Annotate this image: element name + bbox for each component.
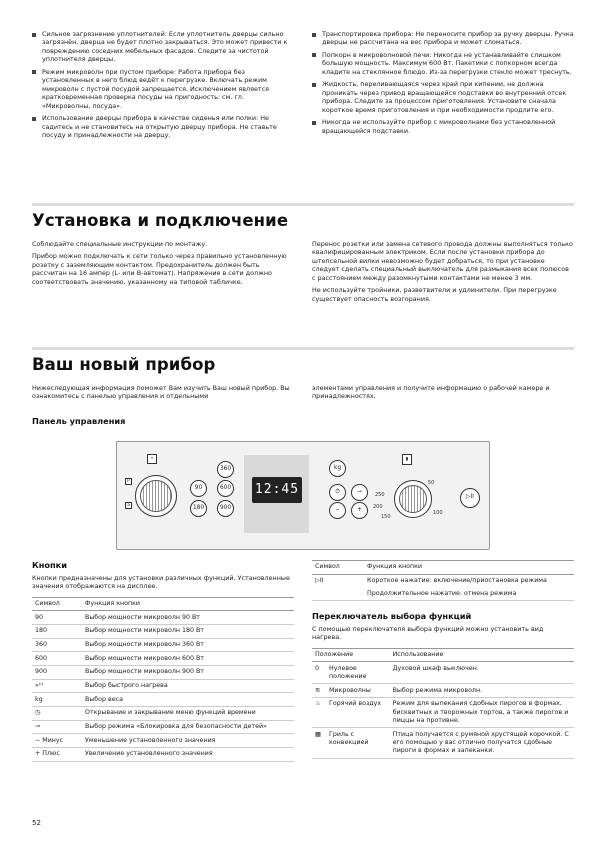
buttons-heading: Кнопки bbox=[32, 560, 67, 570]
minus-button[interactable]: − bbox=[329, 502, 346, 519]
minus-icon: − Минус bbox=[35, 736, 64, 744]
plus-icon: + Плюс bbox=[35, 750, 60, 758]
table-row bbox=[32, 666, 294, 680]
function-cell: Открывание и закрывание меню функций времени bbox=[85, 709, 256, 717]
position-name: Нулевое положение bbox=[329, 664, 367, 680]
newdev-title: Ваш новый прибор bbox=[32, 355, 216, 374]
table-row bbox=[32, 625, 294, 639]
bullet-item: Никогда не используйте прибор с микроволнами без установленной вращающейся подставки. bbox=[312, 118, 574, 135]
intro-text: элементами управления и получите информацию о рабочей камере и принадлежностях. bbox=[312, 384, 550, 401]
auto-label: a bbox=[125, 502, 132, 509]
selector-intro: С помощью переключателя выбора функций можно установить вид нагрева. bbox=[312, 624, 544, 642]
tick-label: 250 bbox=[375, 492, 385, 498]
display-bezel bbox=[244, 455, 309, 533]
tick-label: 200 bbox=[373, 504, 383, 510]
bullet-item: Жидкость, переливающаяся через край при кипении, не должна проникать через привод вращающейся подставки во внутренний отсек прибора. Следите за процессом приготовления. Установите сначала короткое время приготовления и при необходимости продлите его. bbox=[312, 80, 574, 114]
top-left-bullets bbox=[32, 30, 294, 139]
install-left bbox=[32, 240, 294, 290]
col-symbol-header: Символ bbox=[35, 599, 60, 607]
buttons-section bbox=[32, 560, 294, 762]
tick-label: 100 bbox=[433, 510, 443, 516]
col-function-header: Функция кнопки bbox=[367, 563, 423, 571]
usage-cell: Духовой шкаф выключен. bbox=[392, 664, 479, 672]
table-row bbox=[312, 587, 574, 600]
function-cell: Выбор режима «Блокировка для безопасности детей» bbox=[85, 722, 267, 730]
timer-button[interactable]: ⏱ bbox=[329, 484, 346, 501]
power-90-button[interactable]: 90 bbox=[190, 480, 207, 497]
col-usage-header: Использование bbox=[392, 650, 444, 658]
intro-text: Нижеследующая информация поможет Вам изучить Ваш новый прибор. Вы ознакомитесь с панелью управления и отдельными bbox=[32, 384, 290, 401]
top-right-bullets bbox=[312, 30, 574, 135]
buttons-table bbox=[32, 597, 294, 762]
plus-button[interactable]: + bbox=[351, 502, 368, 519]
function-cell: Увеличение установленного значения bbox=[85, 750, 213, 758]
function-cell: Уменьшение установленного значения bbox=[85, 736, 216, 744]
install-paragraph: Прибор можно подключать к сети только через правильно установленную розетку с заземляющим контактом. Предохранитель должен быть рассчитан на 16 ампер (L- или B-автомат). Напряжение в сети должно соответствовать значению, указанному на типовой табличке. bbox=[32, 252, 287, 286]
table-row bbox=[32, 734, 294, 748]
function-cell: Выбор мощности микроволн 360 Вт bbox=[85, 640, 204, 648]
table-row bbox=[32, 707, 294, 721]
fast-heat-icon: »⁽⁽⁽ bbox=[35, 681, 44, 689]
power-600-button[interactable]: 600 bbox=[217, 480, 234, 497]
section-divider bbox=[32, 203, 574, 206]
zero-icon: 0 bbox=[315, 664, 320, 672]
table-row bbox=[32, 748, 294, 762]
newdev-intro-left bbox=[32, 384, 294, 405]
power-180-button[interactable]: 180 bbox=[190, 500, 207, 517]
weight-icon: kg bbox=[35, 695, 43, 703]
bullet-item: Режим микроволн при пустом приборе: Работа прибора без установленных в него блюд ведёт к перегрузке. Включать режим микроволн с пустой посудой запрещается. Исключением является кратковременная проверка посуды на пригодность: см. гл. «Микроволны, посуда». bbox=[32, 68, 294, 110]
thermometer-icon: ▮ bbox=[402, 454, 412, 465]
function-cell: Выбор мощности микроволн 600 Вт bbox=[85, 654, 204, 662]
tick-label: 150 bbox=[381, 514, 391, 520]
newdev-intro-right bbox=[312, 384, 574, 405]
right-tables bbox=[312, 560, 574, 759]
col-position-header: Положение bbox=[315, 650, 354, 658]
symbol-cell: 360 bbox=[35, 640, 48, 648]
weight-button[interactable]: kg bbox=[329, 460, 346, 477]
function-cell: Продолжительное нажатие: отмена режима bbox=[367, 589, 517, 597]
buttons-intro: Кнопки предназначены для установки различных функций. Установленные значения отображаются на дисплее. bbox=[32, 573, 290, 591]
table-row bbox=[32, 693, 294, 707]
install-title: Установка и подключение bbox=[32, 211, 289, 230]
program-knob[interactable] bbox=[135, 475, 177, 517]
function-cell: Выбор веса bbox=[85, 695, 123, 703]
table-row bbox=[312, 728, 574, 758]
clock-icon: ◷ bbox=[35, 709, 41, 717]
fast-heat-icon: » bbox=[147, 454, 157, 464]
bullet-item: Транспортировка прибора: Не переносите прибор за ручку дверцы. Ручка дверцы не рассчитана на вес прибора и может сломаться. bbox=[312, 30, 574, 47]
usage-cell: Выбор режима микроволн. bbox=[392, 686, 483, 694]
position-name: Горячий воздух bbox=[329, 700, 382, 708]
install-right bbox=[312, 240, 574, 307]
grill-convection-icon: ▦ bbox=[315, 730, 321, 738]
power-900-button[interactable]: 900 bbox=[217, 500, 234, 517]
bullet-item: Сильное загрязнение уплотнителей: Если уплотнитель дверцы сильно загрязнён, дверца не будет плотно закрываться. Это может привести к повреждению соседних мебельных фасадов. Следите за чистотой уплотнителя дверцы. bbox=[32, 30, 294, 64]
function-cell: Выбор мощности микроволн 90 Вт bbox=[85, 613, 200, 621]
table-row bbox=[32, 720, 294, 734]
install-paragraph: Соблюдайте специальные инструкции по монтажу. bbox=[32, 240, 208, 248]
function-cell: Выбор мощности микроволн 180 Вт bbox=[85, 627, 204, 635]
section-divider bbox=[32, 347, 574, 350]
function-cell: Выбор быстрого нагрева bbox=[85, 681, 168, 689]
function-cell: Короткое нажатие: включение/приостановка режима bbox=[367, 576, 547, 584]
start-button-table bbox=[312, 560, 574, 601]
microwave-icon: ≋ bbox=[315, 686, 321, 694]
top-left-column bbox=[32, 30, 294, 143]
power-360-button[interactable]: 360 bbox=[217, 461, 234, 478]
position-name: Гриль с конвекцией bbox=[329, 730, 369, 746]
symbol-cell: 180 bbox=[35, 627, 48, 635]
table-row bbox=[312, 662, 574, 684]
bullet-item: Использование дверцы прибора в качестве сиденья или полки: Не садитесь и не становитесь на открытую дверцу прибора. Не ставьте посуду и принадлежности на дверцу. bbox=[32, 114, 294, 139]
table-row bbox=[32, 611, 294, 625]
table-row bbox=[32, 679, 294, 693]
symbol-cell: 900 bbox=[35, 668, 48, 676]
temperature-knob[interactable] bbox=[394, 480, 435, 518]
bullet-item: Попкорн в микроволновой печи: Никогда не устанавливайте слишком большую мощность. Максимум 600 Вт. Пакетики с попкорном всегда кладите на стеклянное блюдо. Из-за перегрузки стекло может треснуть. bbox=[312, 51, 574, 76]
col-function-header: Функция кнопки bbox=[85, 599, 141, 607]
panel-heading: Панель управления bbox=[32, 416, 126, 426]
page-number: 52 bbox=[32, 819, 41, 827]
tick-label: 50 bbox=[428, 480, 435, 486]
usage-cell: Режим для выпекания сдобных пирогов в формах, бисквитных и творожных тортов, а также пирогов и пиццы на противне. bbox=[392, 700, 569, 724]
table-row bbox=[32, 652, 294, 666]
lock-button[interactable]: ⊸ bbox=[351, 484, 368, 501]
usage-cell: Птица получается с румяной хрустящей корочкой. С его помощью у вас отлично получатся сдобные пироги в формах и запеканки. bbox=[392, 730, 569, 755]
top-right-column bbox=[312, 30, 574, 139]
hot-air-icon: ♨ bbox=[315, 700, 321, 708]
install-paragraph: Не используйте тройники, разветвители и удлинители. При перегрузке существует опасность возгорания. bbox=[312, 286, 557, 303]
selector-table bbox=[312, 648, 574, 759]
install-paragraph: Перенос розетки или замена сетевого провода должны выполняться только квалифицированным электриком. Если после установки прибора до штепсельной вилки невозможно будет добраться, то при установке следует сделать специальный выключатель для размыкания всех полюсов с расстоянием между разомкнутыми контактами не менее 3 мм. bbox=[312, 240, 573, 282]
position-name: Микроволны bbox=[329, 686, 371, 694]
control-panel-illustration bbox=[116, 441, 490, 550]
function-cell: Выбор мощности микроволн 900 Вт bbox=[85, 668, 204, 676]
selector-heading: Переключатель выбора функций bbox=[312, 611, 472, 622]
start-stop-button[interactable]: ▷II bbox=[460, 488, 480, 508]
table-row bbox=[312, 698, 574, 728]
table-row bbox=[32, 638, 294, 652]
symbol-cell: 90 bbox=[35, 613, 44, 621]
time-display: 12:45 bbox=[252, 477, 302, 503]
symbol-cell: 600 bbox=[35, 654, 48, 662]
start-stop-icon: ▷II bbox=[315, 576, 324, 584]
col-symbol-header: Символ bbox=[315, 563, 340, 571]
table-row bbox=[312, 684, 574, 698]
key-icon: ⊸ bbox=[35, 722, 41, 730]
program-label: P bbox=[125, 478, 132, 485]
table-row bbox=[312, 574, 574, 587]
